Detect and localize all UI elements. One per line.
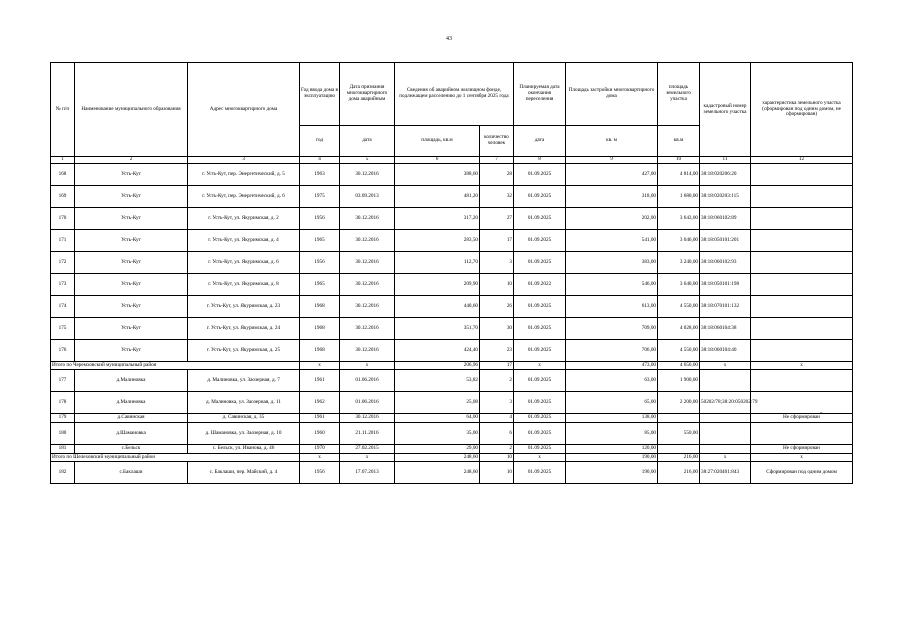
land-characteristic-cell [751,370,853,392]
header-recognition-date: Дата признания многоквартирного дома аварийным [340,63,395,126]
total-end-cell: x [514,362,566,370]
header-row [51,63,853,126]
total-row [51,454,853,462]
land-area-cell: 4 814,00 [658,164,700,186]
subheader-build-unit: кв. м [566,126,658,157]
column-number: 11 [700,157,751,164]
end-date-cell: 01.09.2025 [514,252,566,274]
row-number: 179 [51,414,75,423]
people-cell: 23 [480,340,514,362]
land-area-cell: 1 900,00 [658,370,700,392]
table-row [51,208,853,230]
date-cell: 30.12.2016 [340,340,395,362]
column-number: 8 [514,157,566,164]
cadastral-cell: 38:18:060104:38 [700,318,751,340]
build-area-cell: 709,00 [566,318,658,340]
municipality-cell: с.Баклаши [75,462,188,484]
table-row [51,252,853,274]
cadastral-cell [700,370,751,392]
people-cell: 10 [480,274,514,296]
area-cell: 64,00 [395,414,480,423]
municipality-cell: Усть-Кут [75,164,188,186]
build-area-cell: 613,00 [566,296,658,318]
address-cell: г. Усть-Кут, пер. Энергетический, д. 5 [188,164,300,186]
total-end-cell: x [514,454,566,462]
cadastral-cell: 38:18:070101:132 [700,296,751,318]
header-num: № п/п [51,63,75,157]
header-land-area: площадь земельного участка [658,63,700,126]
land-area-cell [658,414,700,423]
column-number: 12 [751,157,853,164]
municipality-cell: Усть-Кут [75,274,188,296]
end-date-cell: 01.09.2022 [514,274,566,296]
date-cell: 30.12.2016 [340,208,395,230]
end-date-cell: 01.09.2025 [514,462,566,484]
total-area-cell: 206,96 [395,362,480,370]
column-number: 2 [75,157,188,164]
header-build-area: Площадь застройки многоквартирного дома [566,63,658,126]
address-cell: д. Малиновка, ул. Заозерная, д. 11 [188,392,300,414]
column-number: 9 [566,157,658,164]
area-cell: 29,00 [395,445,480,454]
table-body [51,63,853,484]
area-cell: 317,20 [395,208,480,230]
end-date-cell: 01.09.2025 [514,318,566,340]
year-cell: 1956 [300,462,340,484]
area-cell: 209,90 [395,274,480,296]
total-people-cell: 17 [480,362,514,370]
cadastral-cell: 38:18:060102:89 [700,208,751,230]
year-cell: 1968 [300,340,340,362]
address-cell: г. Усть-Кут, ул. Якуримская, д. 6 [188,252,300,274]
build-area-cell: 190,00 [566,462,658,484]
municipality-cell: Усть-Кут [75,186,188,208]
year-cell: 1960 [300,423,340,445]
date-cell: 30.12.2016 [340,296,395,318]
cadastral-cell: 38:18:050101:201 [700,230,751,252]
municipality-cell: Усть-Кут [75,296,188,318]
people-cell: 4 [480,414,514,423]
area-cell: 424,40 [395,340,480,362]
cadastral-cell [700,445,751,454]
row-number: 175 [51,318,75,340]
year-cell: 1961 [300,370,340,392]
build-area-cell: 85,00 [566,423,658,445]
land-area-cell: 3 046,00 [658,230,700,252]
end-date-cell: 01.09.2025 [514,186,566,208]
table-row [51,230,853,252]
land-area-cell: 4 028,00 [658,318,700,340]
people-cell: 17 [480,230,514,252]
end-date-cell: 01.09.2025 [514,370,566,392]
row-number: 177 [51,370,75,392]
date-cell: 21.11.2016 [340,423,395,445]
end-date-cell: 01.09.2025 [514,340,566,362]
build-area-cell: 63,00 [566,370,658,392]
land-characteristic-cell [751,252,853,274]
cadastral-cell [700,414,751,423]
people-cell: 2 [480,445,514,454]
year-cell: 1975 [300,186,340,208]
people-cell: 3 [480,392,514,414]
date-cell: 27.02.2015 [340,445,395,454]
trailing-mark: ». [820,411,824,416]
row-number: 180 [51,423,75,445]
build-area-cell: 120,00 [566,445,658,454]
land-area-cell: 4 550,00 [658,340,700,362]
address-cell: д. Малиновка, ул. Заозерная, д. 7 [188,370,300,392]
end-date-cell: 01.09.2025 [514,445,566,454]
column-number: 6 [395,157,480,164]
total-area-cell: 248,60 [395,454,480,462]
row-number: 169 [51,186,75,208]
row-number: 172 [51,252,75,274]
date-cell: 30.12.2016 [340,274,395,296]
header-year: Год ввода дома в эксплуатацию [300,63,340,126]
row-number: 168 [51,164,75,186]
land-characteristic-cell [751,164,853,186]
people-cell: 28 [480,164,514,186]
year-cell: 1963 [300,164,340,186]
subheader-area: площадь, кв.м [395,126,480,157]
table-row [51,423,853,445]
subheader-land-unit: кв.м [658,126,700,157]
table-row [51,340,853,362]
area-cell: 388,60 [395,164,480,186]
land-characteristic-cell [751,208,853,230]
total-people-cell: 10 [480,454,514,462]
cadastral-cell: 38:18:020203:115 [700,186,751,208]
end-date-cell: 01.09.2025 [514,208,566,230]
table-row [51,164,853,186]
subheader-end-date: дата [514,126,566,157]
land-area-cell: 216,00 [658,462,700,484]
year-cell: 1956 [300,208,340,230]
build-area-cell: 65,00 [566,392,658,414]
address-cell: г. Усть-Кут, ул. Якуримская, д. 8 [188,274,300,296]
area-cell: 283,50 [395,230,480,252]
land-area-cell: 3 643,00 [658,208,700,230]
column-number-row [51,157,853,164]
year-cell: 1965 [300,230,340,252]
municipality-cell: Усть-Кут [75,230,188,252]
year-cell: 1968 [300,296,340,318]
cadastral-cell: 38:18:050101:198 [700,274,751,296]
address-cell: г. Усть-Кут, ул. Якуримская, д. 25 [188,340,300,362]
land-characteristic-cell: Сформирован под одним домом [751,462,853,484]
area-cell: 25,08 [395,392,480,414]
people-cell: 32 [480,186,514,208]
address-cell: г. Усть-Кут, ул. Якуримская, д. 23 [188,296,300,318]
total-cad-cell: x [700,362,751,370]
build-area-cell: 706,00 [566,340,658,362]
land-characteristic-cell [751,274,853,296]
total-char-cell: x [751,362,853,370]
date-cell: 30.12.2016 [340,318,395,340]
row-number: 181 [51,445,75,454]
header-land-characteristic: характеристика земельного участка (сформирован под одним домом, не сформирован) [751,63,853,157]
cadastral-cell: 38:18:060104:40 [700,340,751,362]
municipality-cell: д.Шамановка [75,423,188,445]
date-cell: 17.07.2013 [340,462,395,484]
emergency-housing-table [50,62,853,484]
area-cell: 248,60 [395,462,480,484]
people-cell: 30 [480,318,514,340]
header-cadastral: кадастровый номер земельного участка [700,63,751,157]
end-date-cell: 01.09.2025 [514,296,566,318]
column-number: 1 [51,157,75,164]
municipality-cell: Усть-Кут [75,340,188,362]
total-build-cell: 473,00 [566,362,658,370]
header-address: Адрес многоквартирного дома [188,63,300,157]
area-cell: 351,70 [395,318,480,340]
end-date-cell: 01.09.2025 [514,414,566,423]
address-cell: с. Бельск, ул. Иванова, д. 46 [188,445,300,454]
date-cell: 30.12.2016 [340,164,395,186]
date-cell: 30.12.2016 [340,230,395,252]
land-area-cell: 4 550,00 [658,296,700,318]
row-number: 170 [51,208,75,230]
page-number: 43 [446,36,452,42]
address-cell: г. Усть-Кут, ул. Якуримская, д. 2 [188,208,300,230]
people-cell: 27 [480,208,514,230]
address-cell: д. Шамановка, ул. Заозерная, д. 10 [188,423,300,445]
cadastral-cell: 38:27:020401:843 [700,462,751,484]
subheader-people: количество человек [480,126,514,157]
land-characteristic-cell: Не сформирован [751,445,853,454]
end-date-cell: 01.09.2025 [514,164,566,186]
area-cell: 35,00 [395,423,480,445]
land-characteristic-cell [751,230,853,252]
land-area-cell [658,445,700,454]
cadastral-cell [700,423,751,445]
municipality-cell: Усть-Кут [75,208,188,230]
build-area-cell: 427,00 [566,164,658,186]
row-number: 171 [51,230,75,252]
column-number: 7 [480,157,514,164]
date-cell: 01.06.2016 [340,392,395,414]
land-characteristic-cell [751,296,853,318]
header-emergency-info: Сведения об аварийном жилищном фонде, подлежащем расселению до 1 сентября 2025 года [395,63,514,126]
total-row [51,362,853,370]
area-cell: 440,60 [395,296,480,318]
people-cell: 3 [480,252,514,274]
table-row [51,186,853,208]
build-area-cell: 318,00 [566,186,658,208]
cadastral-cell: 38:18:020206:20 [700,164,751,186]
total-label: Итого по Шелеховский муниципальный район [51,454,300,462]
table-row [51,445,853,454]
date-cell: 01.06.2016 [340,370,395,392]
row-number: 174 [51,296,75,318]
total-date-cell: x [340,362,395,370]
year-cell: 1962 [300,392,340,414]
header-planned-end: Планируемая дата окончания переселения [514,63,566,126]
total-year-cell: x [300,454,340,462]
column-number: 3 [188,157,300,164]
area-cell: 481,20 [395,186,480,208]
land-characteristic-cell [751,318,853,340]
total-label: Итого по Черемховский муниципальный район [51,362,300,370]
year-cell: 1968 [300,318,340,340]
table-row [51,318,853,340]
subheader-year: год [300,126,340,157]
build-area-cell: 541,00 [566,230,658,252]
land-area-cell: 2 200,00 [658,392,700,414]
total-char-cell: x [751,454,853,462]
build-area-cell: 383,00 [566,252,658,274]
row-number: 173 [51,274,75,296]
table-row [51,392,853,414]
table-row [51,274,853,296]
address-cell: с. Баклаши, пер. Майский, д. 4 [188,462,300,484]
build-area-cell: 202,00 [566,208,658,230]
table-row [51,296,853,318]
end-date-cell: 01.09.2025 [514,423,566,445]
area-cell: 53,82 [395,370,480,392]
row-number: 178 [51,392,75,414]
municipality-cell: д.Малиновка [75,370,188,392]
table-row [51,414,853,423]
column-number: 5 [340,157,395,164]
column-number: 4 [300,157,340,164]
total-cad-cell: x [700,454,751,462]
land-area-cell: 3 240,00 [658,252,700,274]
people-cell: 26 [480,296,514,318]
land-area-cell: 1 680,00 [658,186,700,208]
land-area-cell: 3 640,00 [658,274,700,296]
year-cell: 1961 [300,414,340,423]
total-year-cell: x [300,362,340,370]
land-characteristic-cell [751,392,853,414]
table-row [51,370,853,392]
build-area-cell: 546,00 [566,274,658,296]
land-characteristic-cell [751,423,853,445]
municipality-cell: Усть-Кут [75,318,188,340]
cadastral-cell: 50202/78;38:20:050202:79 [700,392,751,414]
people-cell: 6 [480,423,514,445]
row-number: 176 [51,340,75,362]
total-land-cell: 216,00 [658,454,700,462]
row-number: 182 [51,462,75,484]
column-number: 10 [658,157,700,164]
year-cell: 1970 [300,445,340,454]
people-cell: 2 [480,370,514,392]
year-cell: 1965 [300,274,340,296]
land-area-cell: 550,00 [658,423,700,445]
year-cell: 1956 [300,252,340,274]
land-characteristic-cell [751,186,853,208]
municipality-cell: д.Малиновка [75,392,188,414]
build-area-cell: 138,00 [566,414,658,423]
address-cell: г. Усть-Кут, ул. Якуримская, д. 24 [188,318,300,340]
header-municipality: Наименование муниципального образования [75,63,188,157]
end-date-cell: 01.09.2025 [514,392,566,414]
date-cell: 30.12.2016 [340,252,395,274]
end-date-cell: 01.09.2025 [514,230,566,252]
municipality-cell: Усть-Кут [75,252,188,274]
municipality-cell: с.Бельск [75,445,188,454]
area-cell: 112,70 [395,252,480,274]
address-cell: д. Савинская, д. 35 [188,414,300,423]
people-cell: 10 [480,462,514,484]
total-build-cell: 190,00 [566,454,658,462]
date-cell: 30.12.2016 [340,414,395,423]
date-cell: 03.09.2013 [340,186,395,208]
municipality-cell: д.Савинская [75,414,188,423]
cadastral-cell: 38:18:060102:93 [700,252,751,274]
subheader-date: дата [340,126,395,157]
total-date-cell: x [340,454,395,462]
address-cell: г. Усть-Кут, пер. Энергетический, д. 6 [188,186,300,208]
address-cell: г. Усть-Кут, ул. Якуримская, д. 4 [188,230,300,252]
table-row [51,462,853,484]
land-characteristic-cell [751,340,853,362]
land-characteristic-cell: Не сформирован [751,414,853,423]
total-land-cell: 4 650,00 [658,362,700,370]
